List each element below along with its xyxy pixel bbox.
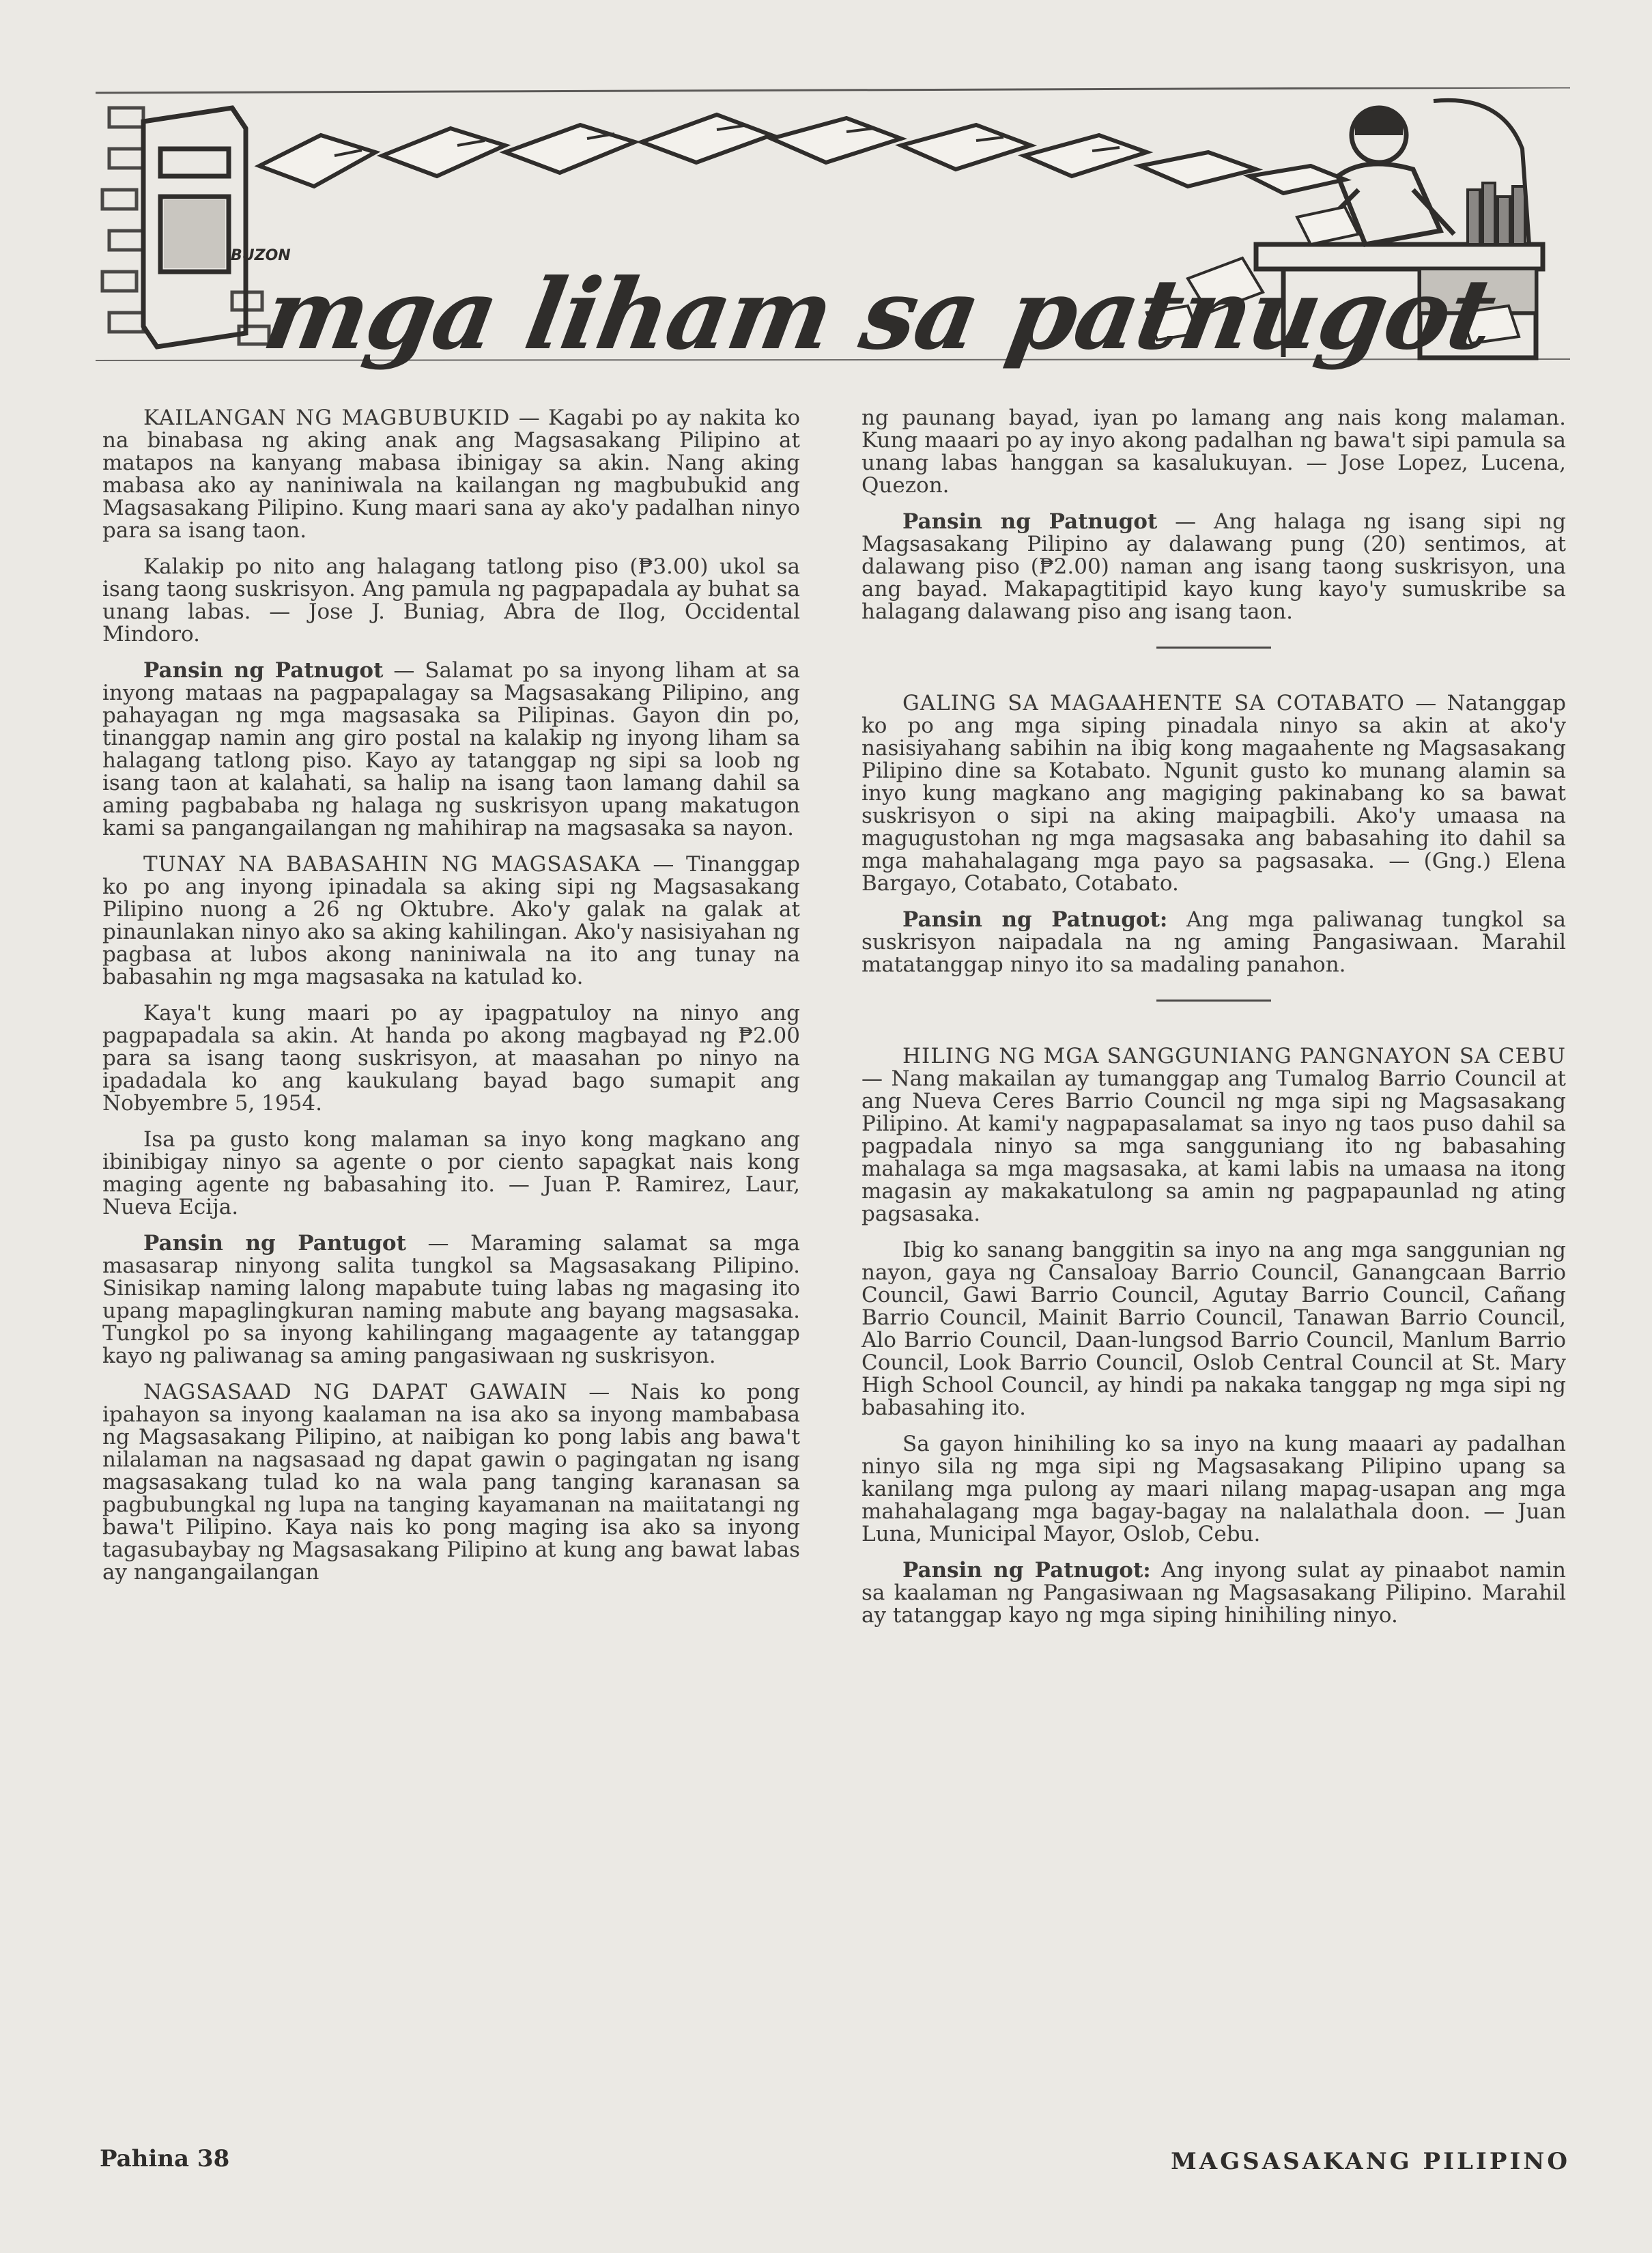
- editor-note: [102, 1232, 800, 1368]
- letter-heading: GALING SA MAGAAHENTE SA COTABATO: [902, 691, 1405, 715]
- letter-paragraph: [102, 407, 800, 542]
- editor-note: [861, 1559, 1566, 1627]
- editor-note-heading: Pansin ng Patnugot: [143, 658, 384, 683]
- letter-body: — Natanggap ko po ang mga siping pinadala ninyo sa akin at ako'y nasisiyahang sabihin na ibig kong magaahente ng Magsasakang Pilipino dine sa Kotabato. Ngunit gusto ko munang alamin sa inyo kung magkano ang magiging pakinabang ko sa bawat suskrisyon o sipi na aking maipagbili. Ako'y umaasa na magugustohan ng mga magsasaka ang babasahing ito dahil sa mga mahahalagang mga payo sa pagsasaka. — (Gng.) Elena Bargayo, Cotabato, Cotabato.: [861, 691, 1566, 896]
- editor-note-heading: Pansin ng Patnugot:: [902, 907, 1168, 932]
- right-column: [861, 407, 1566, 1641]
- letter-paragraph: [861, 1045, 1566, 1225]
- publication-name: MAGSASAKANG PILIPINO: [1171, 2148, 1570, 2175]
- editor-note-heading: Pansin ng Pantugot: [143, 1231, 406, 1256]
- editor-note-heading: Pansin ng Patnugot: [902, 509, 1158, 534]
- left-column: [102, 407, 800, 1598]
- letter-body: Isa pa gusto kong malaman sa inyo kong magkano ang ibinibigay ninyo sa agente o por ciento sapagkat nais kong maging agente ng babasahing ito. — Juan P. Ramirez, Laur, Nueva Ecija.: [102, 1127, 800, 1219]
- letter-body: — Nang makailan ay tumanggap ang Tumalog Barrio Council at ang Nueva Ceres Barrio Council ng mga sipi ng Magsasakang Pilipino. At kami'y nagpapasalamat sa inyo ng taos puso dahil sa pagpadala ninyo sa mga sangguniang ito ng babasahing mahalaga sa mga magsasaka, at kami labis na umaasa na itong magasin ay makakatulong sa amin ng pagpapaunlad ng ating pagsasaka.: [861, 1066, 1566, 1226]
- letter-paragraph: [861, 1433, 1566, 1546]
- editor-note-body: — Salamat po sa inyong liham at sa inyong mataas na pagpapalagay sa Magsasakang Pilipino, ang pahayagan ng mga magsasaka sa Pilipinas. Gayon din po, tinanggap namin ang giro postal na kalakip ng inyong liham sa halagang tatlong piso. Kayo ay tatanggap ng sipi sa loob ng isang taon at kalahati, sa halip na isang taon lamang dahil sa aming pagbababa ng halaga ng suskrisyon upang makatugon kami sa pangangailangan ng mahihirap na magsasaka sa nayon.: [102, 658, 800, 840]
- letter-body: — Nais ko pong ipahayon sa inyong kaalaman na isa ako sa inyong mambabasa ng Magsasakang Pilipino, at naibigan ko pong labis ang bawa't nilalaman na nagsasaad ng dapat gawin o pagingatan ng isang magsasakang tulad ko na wala pang tanging karanasan sa pagbubungkal ng lupa na tanging kayamanan na maiitatangi ng bawa't Pilipino. Kaya nais ko pong maging isa ako sa inyong tagasubaybay ng Magsasakang Pilipino at kung ang bawat labas ay nangangailangan: [102, 1380, 801, 1585]
- letter-body: Kalakip po nito ang halagang tatlong piso (₱3.00) ukol sa isang taong suskrisyon. Ang pamula ng pagpapadala ay buhat sa unang labas. — Jose J. Buniag, Abra de Ilog, Occidental Mindoro.: [102, 554, 800, 647]
- editor-note-body: Ang inyong sulat ay pinaabot namin sa kaalaman ng Pangasiwaan ng Magsasakang Pilipino. Marahil ay tatanggap kayo ng mga siping hinihiling ninyo.: [861, 1558, 1566, 1628]
- letter-body: ng paunang bayad, iyan po lamang ang nais kong malaman. Kung maaari po ay inyo akong padalhan ng bawa't sipi pamula sa unang labas hanggan sa kasalukuyan. — Jose Lopez, Lucena, Quezon.: [861, 406, 1566, 498]
- letter-paragraph: [102, 1002, 800, 1115]
- letter-body: — Tinanggap ko po ang inyong ipinadala sa aking sipi ng Magsasakang Pilipino nuong a 26 ng Oktubre. Ako'y galak na galak at pinaunlakan ninyo ako sa aking kahilingan. Ako'y nasisiyahan ng pagbasa at lubos akong naniniwala na ito ang tunay na babasahin ng mga magsasaka na katulad ko.: [102, 852, 800, 989]
- letter-paragraph: [102, 556, 800, 646]
- letter-paragraph: [861, 692, 1566, 895]
- editor-note-body: — Maraming salamat sa mga masasarap ninyong salita tungkol sa Magsasakang Pilipino. Sinisikap naming lalong mapabute tuing labas ng magasing ito upang mapaglingkuran naming mabute ang bayang magsasaka. Tungkol po sa inyong kahilingang magaagente ay tatanggap kayo ng paliwanag sa aming pangasiwaan ng suskrisyon.: [102, 1231, 800, 1368]
- editor-note-body: Ang mga paliwanag tungkol sa suskrisyon naipadala na ng aming Pangasiwaan. Marahil matatanggap ninyo ito sa madaling panahon.: [861, 907, 1567, 977]
- letter-body: — Kagabi po ay nakita ko na binabasa ng aking anak ang Magsasakang Pilipino at matapos na kanyang mabasa ibinigay sa akin. Nang aking mabasa ako ay naniniwala na kailangan ng magbubukid ang Magsasakang Pilipino. Kung maari sana ay ako'y padalhan ninyo para sa isang taon.: [102, 406, 800, 543]
- mailbox-label: BUZON: [231, 247, 291, 264]
- letter-body: Ibig ko sanang banggitin sa inyo na ang mga sanggunian ng nayon, gaya ng Cansaloay Barrio Council, Ganangcaan Barrio Council, Gawi Barrio Council, Agutay Barrio Council, Cañang Barrio Council, Mainit Barrio Council, Tanawan Barrio Council, Alo Barrio Council, Daan-lungsod Barrio Council, Manlum Barrio Council, Look Barrio Council, Oslob Central Council at St. Mary High School Council, ay hindi pa nakaka tanggap ng mga sipi ng babasahing ito.: [861, 1238, 1566, 1420]
- letter-paragraph: [102, 1129, 800, 1219]
- section-divider: [1156, 1000, 1271, 1002]
- masthead-title: mga liham sa patnugot: [256, 258, 1503, 371]
- letter-body: Kaya't kung maari po ay ipagpatuloy na ninyo ang pagpapadala sa akin. At handa po akong magbayad ng ₱2.00 para sa isang taong suskrisyon, at maasahan po ninyo na ipadadala ko ang kaukulang bayad bago sumapit ang Nobyembre 5, 1954.: [102, 1001, 800, 1116]
- letter-paragraph: [102, 1381, 800, 1584]
- masthead-illustration: [96, 87, 1570, 371]
- editor-note-heading: Pansin ng Patnugot:: [902, 1558, 1151, 1583]
- letter-heading: NAGSASAAD NG DAPAT GAWAIN: [143, 1380, 568, 1404]
- editor-note: [102, 660, 800, 840]
- letter-paragraph: [102, 853, 800, 989]
- letter-paragraph: [861, 1239, 1566, 1419]
- page-number: Pahina 38: [100, 2145, 230, 2172]
- letter-paragraph: [861, 407, 1566, 497]
- editor-note: [861, 909, 1566, 976]
- letter-heading: HILING NG MGA SANGGUNIANG PANGNAYON SA CEBU: [902, 1044, 1566, 1068]
- letter-body: Sa gayon hinihiling ko sa inyo na kung maaari ay padalhan ninyo sila ng mga sipi ng Magsasakang Pilipino upang sa kanilang mga pulong ay maari nilang mapag-usapan ang mga mahahalagang mga bagay-bagay na nalalathala doon. — Juan Luna, Municipal Mayor, Oslob, Cebu.: [861, 1432, 1566, 1546]
- letter-heading: KAILANGAN NG MAGBUBUKID: [143, 406, 511, 430]
- editor-note: [861, 511, 1566, 623]
- letter-heading: TUNAY NA BABASAHIN NG MAGSASAKA: [143, 852, 641, 877]
- editor-note-body: — Ang halaga ng isang sipi ng Magsasakang Pilipino ay dalawang pung (20) sentimos, at dalawang piso (₱2.00) naman ang isang taong suskrisyon, una ang bayad. Makapagtitipid kayo kung kayo'y sumuskribe sa halagang dalawang piso ang isang taon.: [861, 509, 1566, 624]
- section-divider: [1156, 647, 1271, 649]
